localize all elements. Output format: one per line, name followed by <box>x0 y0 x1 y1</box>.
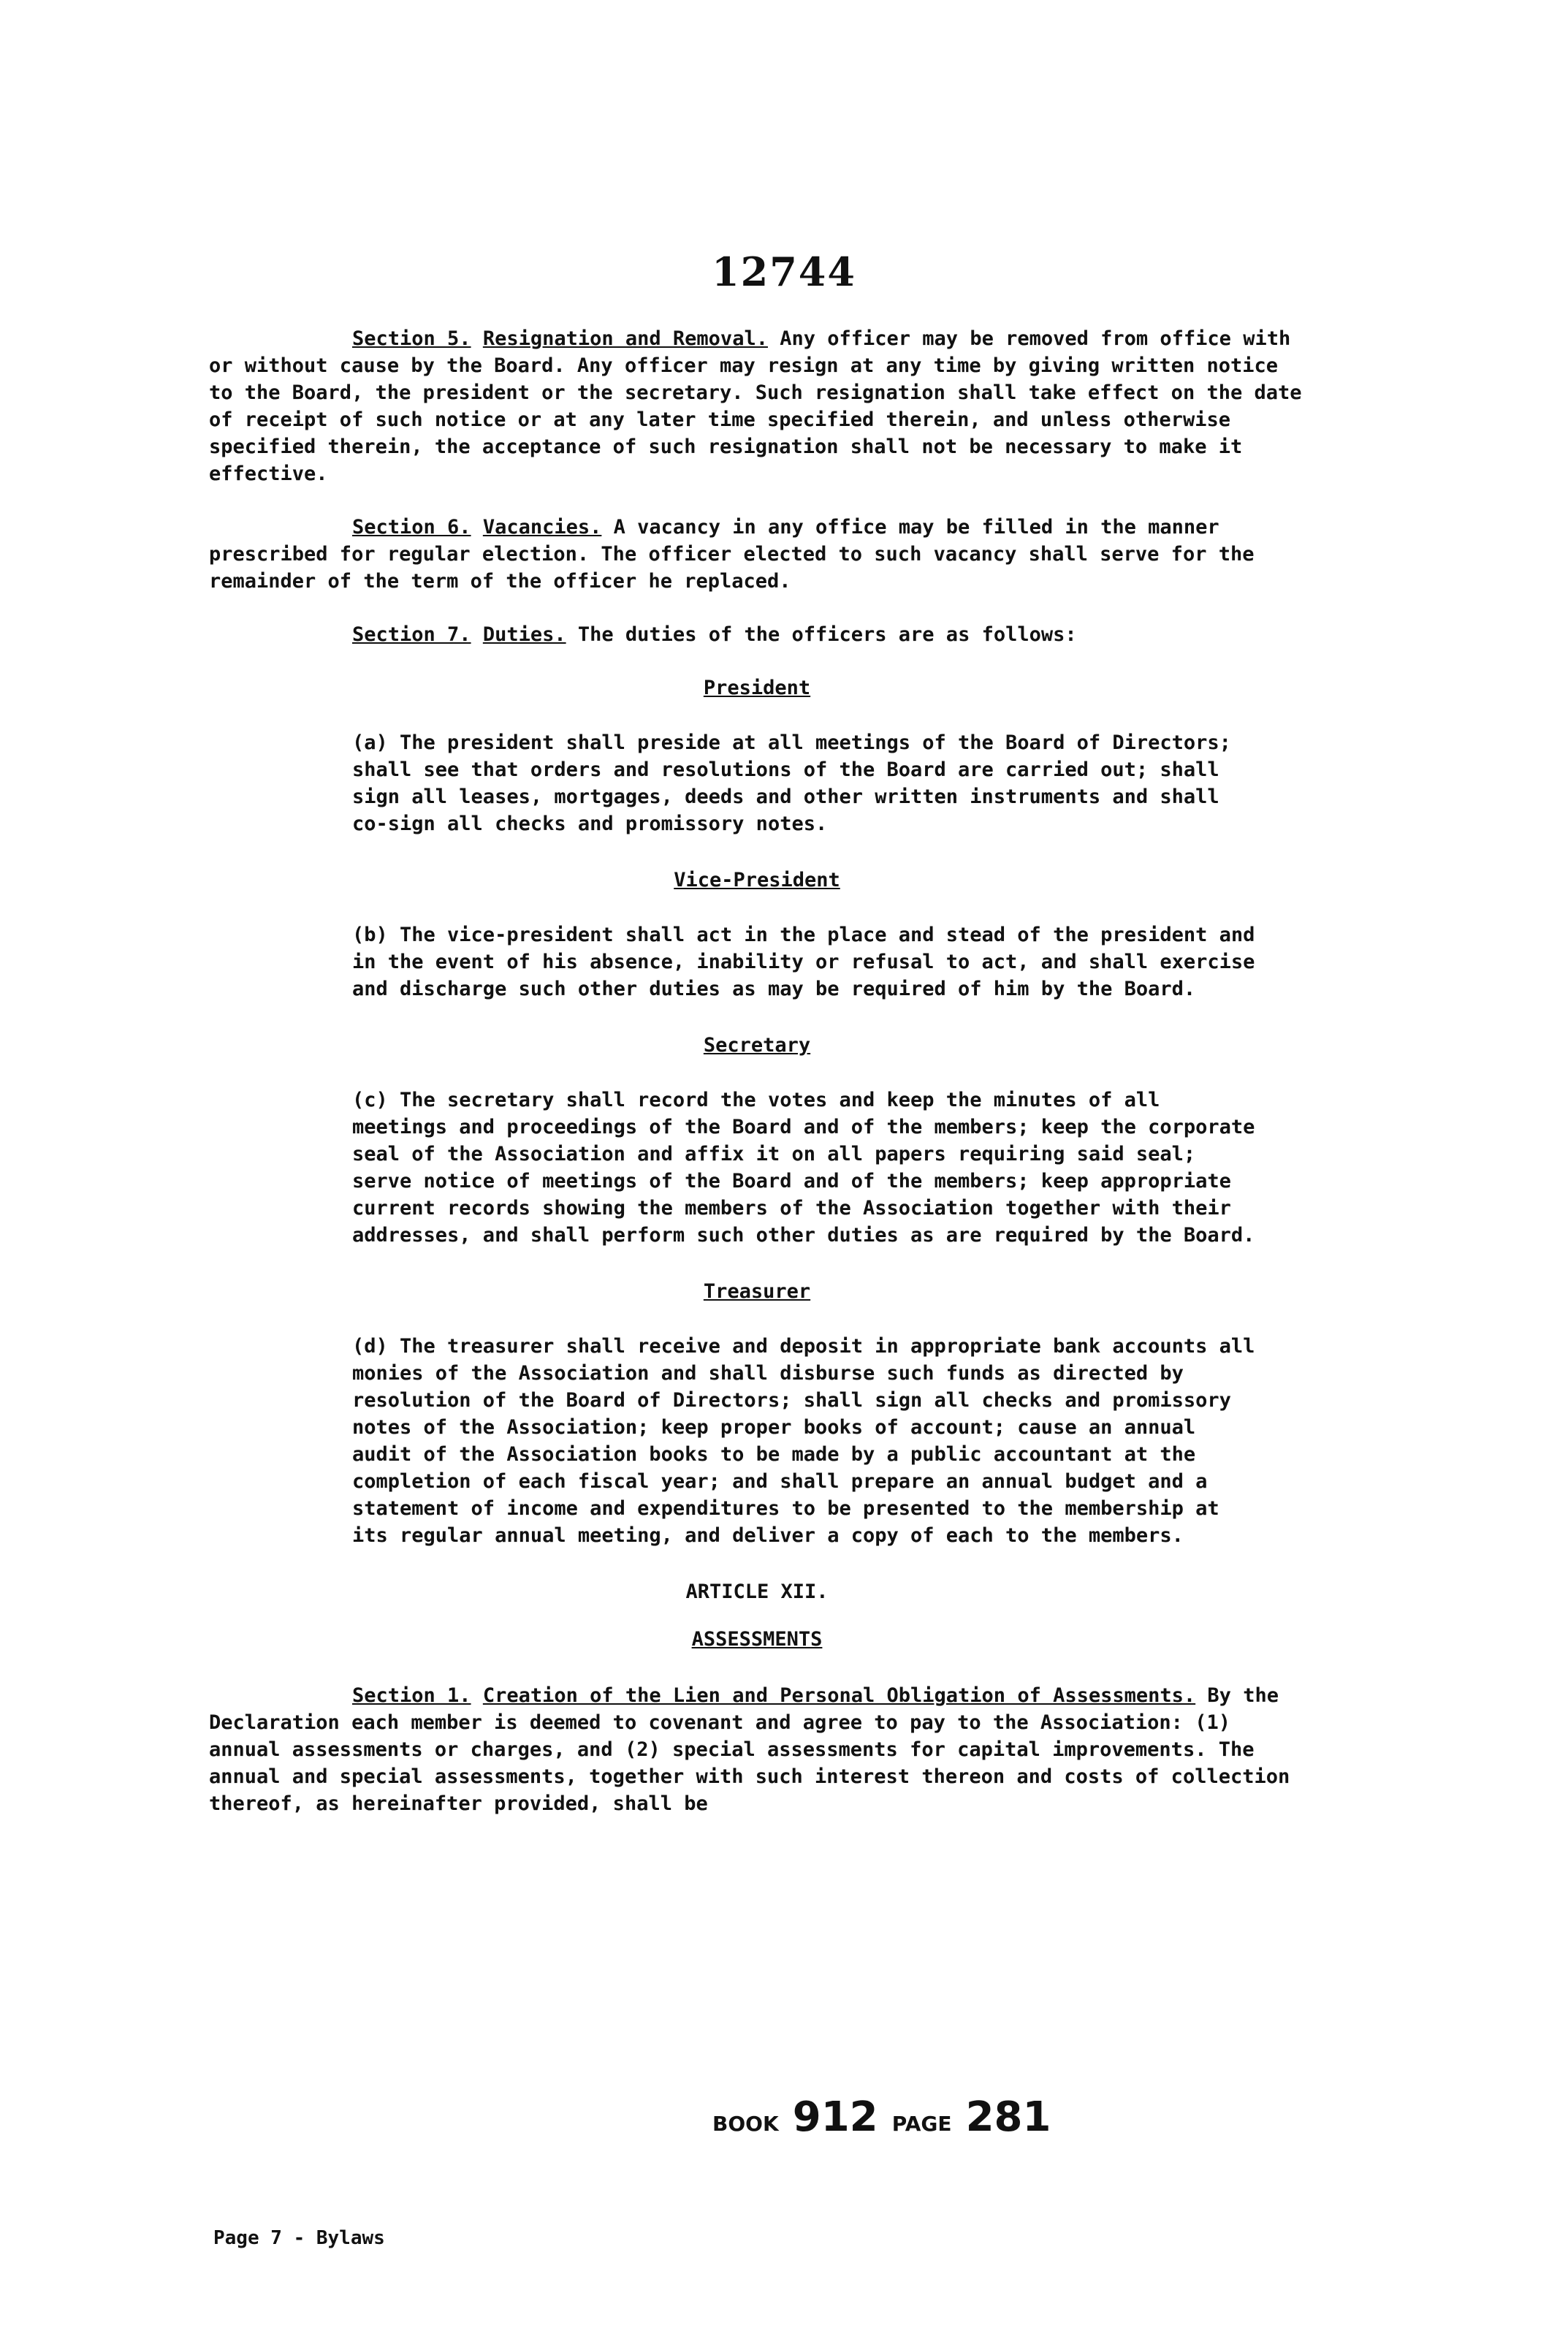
office-title: Vice-President <box>674 869 840 891</box>
section-text: Any officer may be removed from office with or without cause by the Board. Any officer may resign at any time by giving written notice to the Board, the president or the secretary. Such resignation shall take effect on the date of receipt of such notice or at any later time specified therein, and unless otherwise specified therein, the acceptance of such resignation shall not be necessary to make it effective. <box>209 327 1302 485</box>
office-secretary <box>209 1032 1305 1249</box>
stamp-page-number: 281 <box>965 2093 1051 2141</box>
office-vice-president <box>209 867 1305 1003</box>
book-label: BOOK <box>712 2112 779 2136</box>
document-body <box>209 325 1305 1817</box>
office-title: President <box>703 677 811 699</box>
section-paragraph <box>209 621 1305 648</box>
section-text: The duties of the officers are as follows: <box>577 623 1077 646</box>
section-label: Section 5. <box>352 327 471 350</box>
page-number: 12744 <box>712 248 856 295</box>
article-title: ARTICLE XII. <box>685 1580 829 1603</box>
section-text: By the Declaration each member is deemed to covenant and agree to pay to the Association: (1) annual assessments or charges, and (2) special assessments for capital improvements. The annual and special assessments, together with such interest thereon and costs of collection thereof, as hereinafter provided, shall be <box>209 1684 1290 1815</box>
office-president <box>209 674 1305 837</box>
section-label: Section 1. <box>352 1684 471 1707</box>
page-footer: Page 7 - Bylaws <box>213 2227 385 2249</box>
section-label: Section 7. <box>352 623 471 646</box>
book-number: 912 <box>792 2093 878 2141</box>
section-title: Creation of the Lien and Personal Obligation of Assessments. <box>482 1684 1196 1707</box>
section-text: A vacancy in any office may be filled in the manner prescribed for regular election. The officer elected to such vacancy shall serve for the remainder of the term of the officer he replaced. <box>209 516 1255 593</box>
article-subtitle: ASSESSMENTS <box>691 1628 823 1651</box>
section-paragraph <box>209 514 1305 595</box>
article-section-paragraph <box>209 1682 1305 1817</box>
office-treasurer <box>209 1278 1305 1549</box>
page-label: PAGE <box>891 2112 952 2136</box>
section-title: Resignation and Removal. <box>482 327 768 350</box>
article-xii <box>209 1578 1305 1817</box>
office-duties: (b) The vice-president shall act in the place and stead of the president and in the event of his absence, inability or refusal to act, and shall exercise and discharge such other duties as may be required of him by the Board. <box>352 924 1255 1000</box>
office-title: Secretary <box>703 1034 811 1057</box>
section-title: Duties. <box>482 623 566 646</box>
office-title: Treasurer <box>703 1280 811 1303</box>
section-6 <box>209 514 1305 595</box>
office-duties: (a) The president shall preside at all meetings of the Board of Directors; shall see that orders and resolutions of the Board are carried out; shall sign all leases, mortgages, deeds and other written instruments and shall co-sign all checks and promissory notes. <box>352 731 1231 835</box>
section-paragraph <box>209 325 1305 487</box>
book-page-stamp <box>712 2093 1061 2141</box>
office-duties: (c) The secretary shall record the votes and keep the minutes of all meetings and proceedings of the Board and of the members; keep the corporate seal of the Association and affix it on all papers requiring said seal; serve notice of meetings of the Board and of the members; keep appropriate current records showing the members of the Association together with their addresses, and shall perform such other duties as are required by the Board. <box>352 1089 1255 1247</box>
section-label: Section 6. <box>352 516 471 539</box>
section-5 <box>209 325 1305 487</box>
office-duties: (d) The treasurer shall receive and deposit in appropriate bank accounts all monies of the Association and shall disburse such funds as directed by resolution of the Board of Directors; shall sign all checks and promissory notes of the Association; keep proper books of account; cause an annual audit of the Association books to be made by a public accountant at the completion of each fiscal year; and shall prepare an annual budget and a statement of income and expenditures to be presented to the membership at its regular annual meeting, and deliver a copy of each to the members. <box>352 1335 1255 1547</box>
section-title: Vacancies. <box>482 516 602 539</box>
section-7 <box>209 621 1305 648</box>
